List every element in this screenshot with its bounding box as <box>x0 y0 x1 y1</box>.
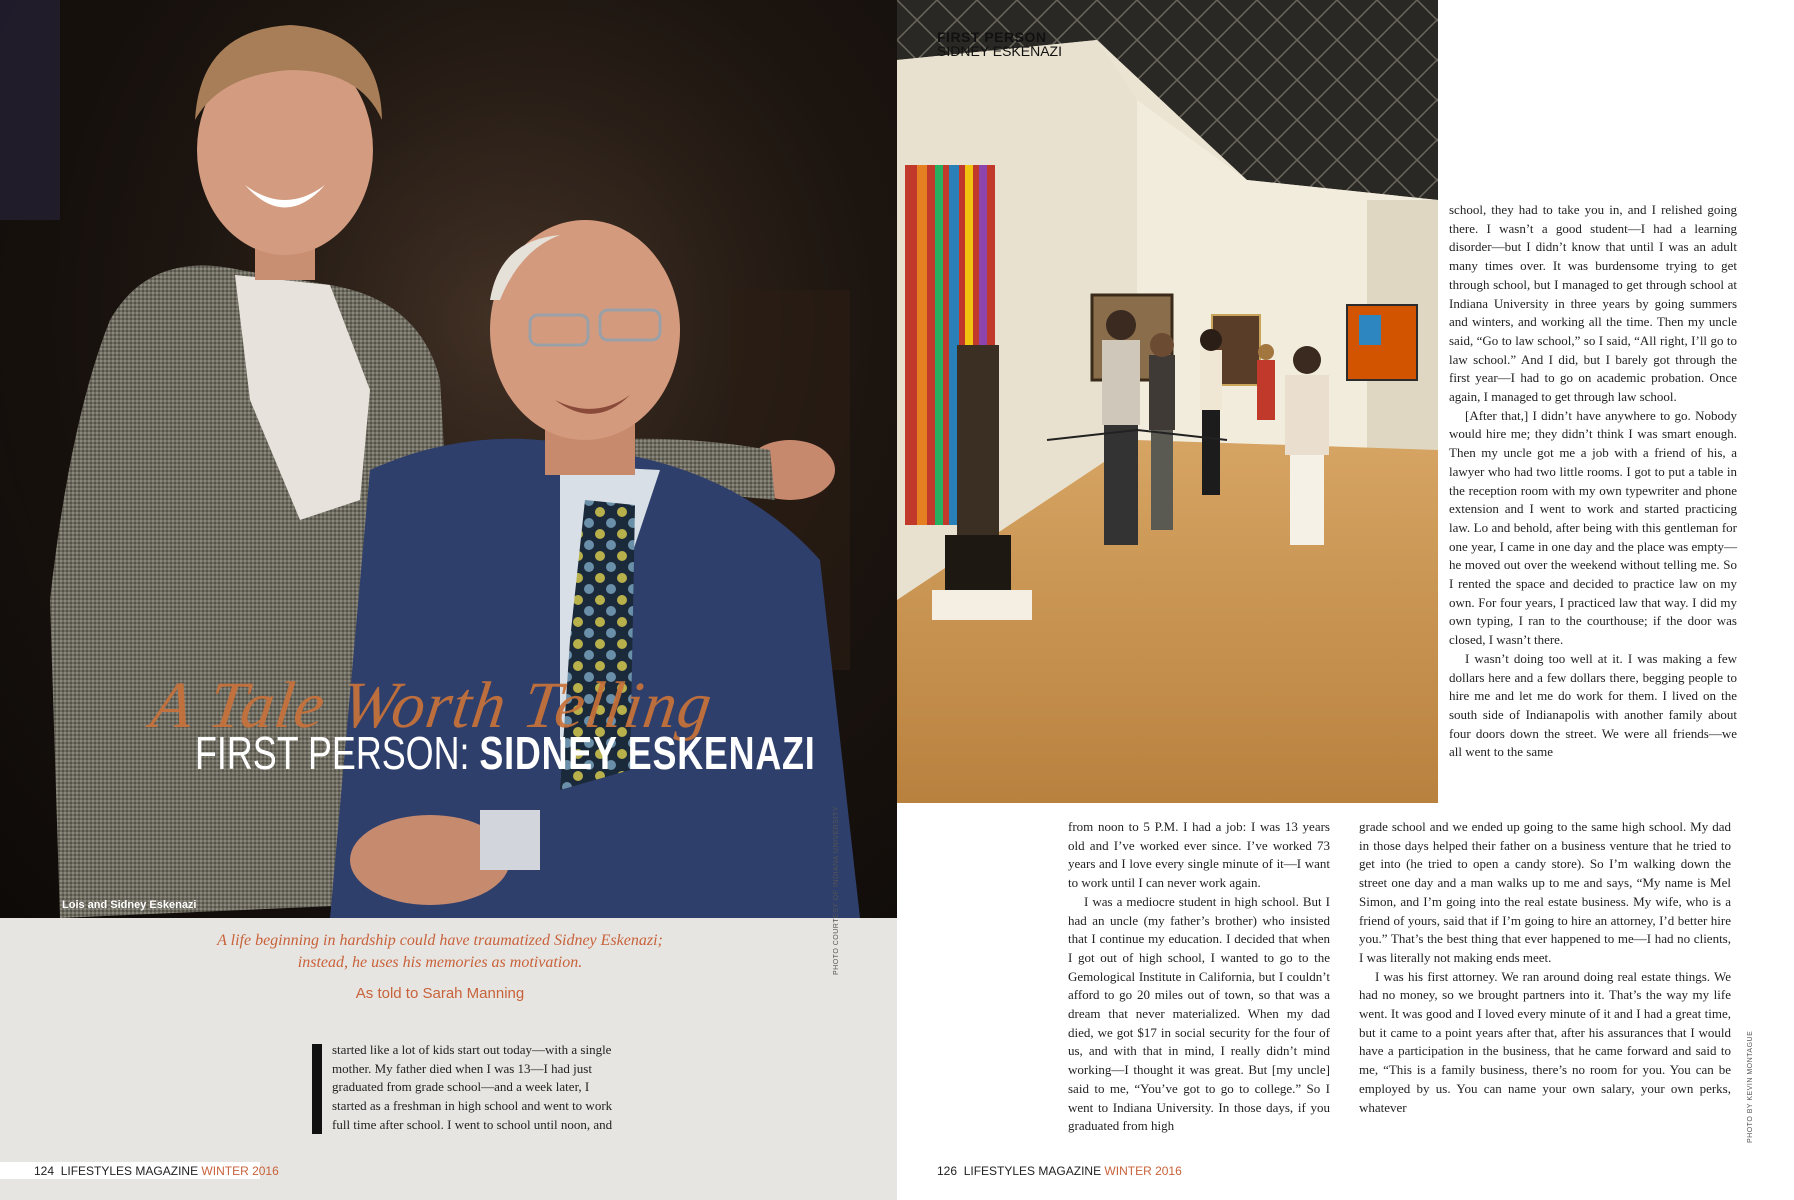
portrait-illustration <box>0 0 897 918</box>
body-line: graduated from grade school—and a week later, I <box>332 1079 590 1095</box>
body-line: started as a freshman in high school and went to work <box>332 1098 613 1114</box>
dek-line-2: instead, he uses his memories as motivation. <box>297 954 583 971</box>
issue-season: WINTER 2016 <box>1104 1164 1182 1178</box>
title-prefix: FIRST PERSON: <box>195 727 480 779</box>
byline: As told to Sarah Manning <box>355 985 525 1002</box>
folio-left <box>34 1164 279 1178</box>
title-name: SIDNEY ESKENAZI <box>479 727 816 779</box>
kicker-line-2: SIDNEY ESKENAZI <box>937 43 1063 59</box>
magazine-name: LIFESTYLES MAGAZINE <box>963 1164 1102 1178</box>
paragraph: [After that,] I didn’t have anywhere to go. Nobody would hire me; they didn’t think I was smart enough. Then my uncle got me a job with a friend of his, a lawyer who had two little rooms. I got to put a table in the reception room with my own typewriter and phone extension and I went to work and started practicing law. Lo and behold, after being with this gentleman for one year, I came in one day and the place was empty—he moved out over the weekend without telling me. So I rented the space and decided to practice law on my own. For four years, I practiced law that way. I did my own typing, I ran to the courthouse; if the door was closed, I wasn’t there. <box>1449 407 1737 648</box>
body-line: started like a lot of kids start out today—with a single <box>332 1042 612 1057</box>
dek-line-1: A life beginning in hardship could have traumatized Sidney Eskenazi; <box>217 932 663 949</box>
kicker-line-1: FIRST PERSON <box>937 29 1047 45</box>
issue-season: WINTER 2016 <box>201 1164 279 1178</box>
dek <box>110 930 770 974</box>
photo-caption: Lois and Sidney Eskenazi <box>62 899 197 911</box>
right-page <box>897 0 1794 1200</box>
paragraph: grade school and we ended up going to the same high school. My dad in those days helped their father on a business venture that he tried to get into (he tried to open a candy store). So I’m walking down the street one day and a man walks up to me and says, “My name is Mel Simon, and I’m going into the real estate business. My wife, who is a friend of yours, said that if I’m going to hire an attorney, I’d better hire you.” That’s the best thing that ever happened to me—I had no clients, I was literally not making ends meet. <box>1359 819 1731 965</box>
photo-credit: PHOTO COURTESY OF INDIANA UNIVERSITY <box>833 806 840 975</box>
page-number: 126 <box>937 1164 958 1178</box>
portrait-photo <box>0 0 897 918</box>
title-script: A Tale Worth Telling <box>146 669 717 742</box>
gallery-photo <box>897 0 1438 803</box>
paragraph: I wasn’t doing too well at it. I was making a few dollars here and a few dollars there, begging people to hire me and let me do work for them. I lived on the south side of Indianapolis with another family about four doors down the street. We were all friends—we all went to the same <box>1449 650 1737 760</box>
body-line: full time after school. I went to school until noon, and <box>332 1116 613 1132</box>
body-line: mother. My father died when I was 13—I had just <box>332 1060 592 1076</box>
section-kicker <box>937 30 1062 58</box>
article-column-right <box>1359 818 1731 1117</box>
paragraph: from noon to 5 P.M. I had a job: I was 13 years old and I’ve worked ever since. I’ve worked 73 years and I love every single minute of it—I want to work until I can never work again. <box>1068 819 1330 891</box>
magazine-name: LIFESTYLES MAGAZINE <box>60 1164 199 1178</box>
article-body-intro <box>332 1041 654 1135</box>
paragraph: I was his first attorney. We ran around doing real estate things. We had no money, so we brought partners into it. That’s the way my life went. It was good and I loved every minute of it and I had a great time, but it came to a point years after that, after his assurances that I would have a participation in the business, that he came forward and said to me, “This is a family business, there’s no room for you. You can be employed by us. You can name your own salary, your own perks, whatever <box>1359 968 1731 1115</box>
dropcap-bar <box>312 1044 322 1134</box>
paragraph: school, they had to take you in, and I relished going there. I wasn’t a good student—I had a learning disorder—but I didn’t know that until I was an adult many times over. It was burdensome trying to get through school, but I managed to get through school at Indiana University in three years by going summers and winters, and working all the time. Then my uncle said, “Go to law school,” so I said, “All right, I’ll go to law school.” And I did, but I barely got through the first year—I had to go on academic probation. Once again, I managed to get through law school. <box>1449 202 1737 405</box>
article-column-left <box>1068 818 1330 1136</box>
photo-credit: PHOTO BY KEVIN MONTAGUE <box>1747 1030 1754 1143</box>
article-column-top <box>1449 201 1737 762</box>
gallery-illustration <box>897 0 1438 803</box>
folio-right <box>937 1164 1182 1178</box>
title-main <box>195 726 815 780</box>
page-number: 124 <box>34 1164 55 1178</box>
paragraph: I was a mediocre student in high school. But I had an uncle (my father’s brother) who insisted that I continue my education. I decided that when I got out of high school, I wanted to go to the Gemological Institute in California, but I couldn’t afford to go 20 miles out of town, so that was a dream that never materialized. When my dad died, we got $17 in social security for the four of us, and with that in mind, I really didn’t mind working—I thought it was great. But [my uncle] said to me, “You’ve got to go to college.” So I went to Indiana University. In those days, if you graduated from high <box>1068 893 1330 1134</box>
